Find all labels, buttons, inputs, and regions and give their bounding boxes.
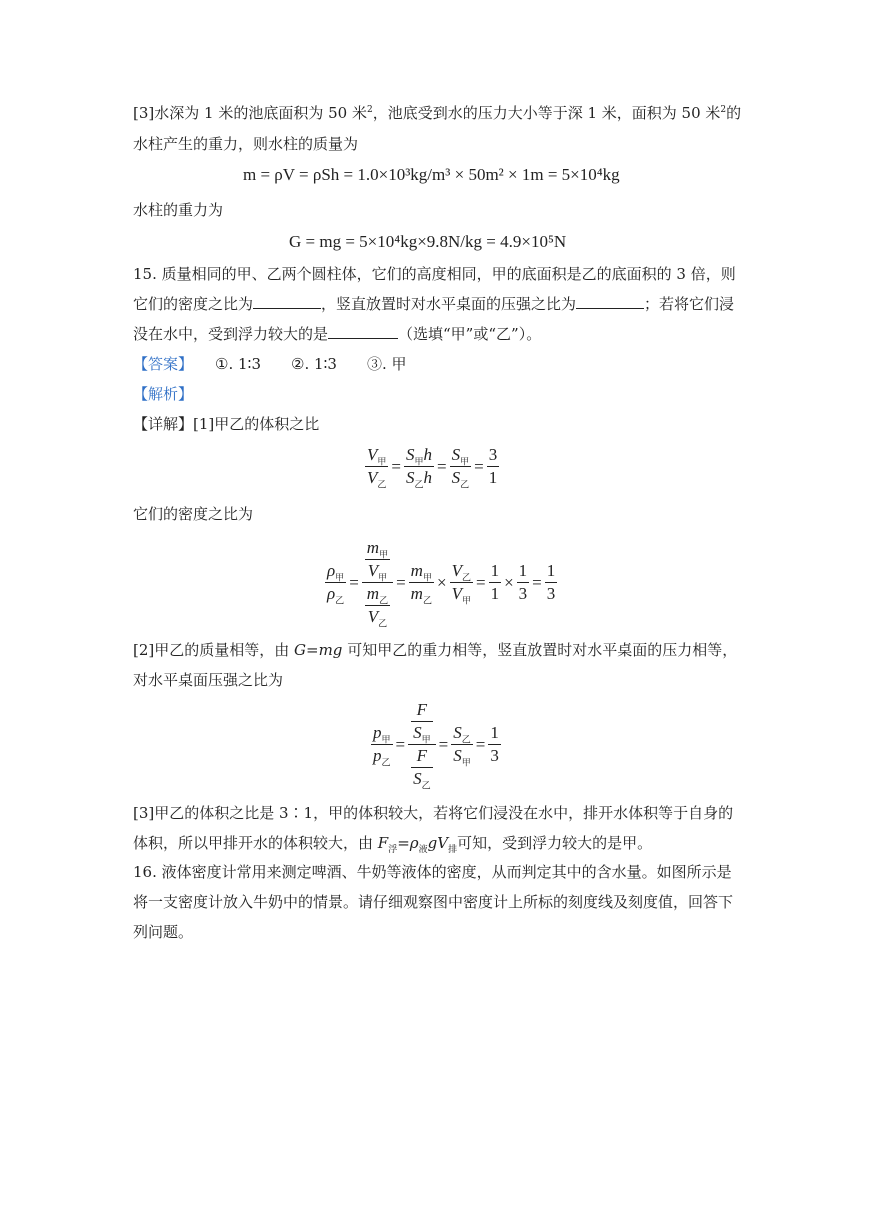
q16-line3: 列问题。 bbox=[133, 923, 194, 941]
detail-line: 【详解】[1]甲乙的体积之比 bbox=[133, 415, 320, 433]
answer-item-1: ①. 1∶3 bbox=[215, 355, 261, 373]
analysis-line bbox=[133, 384, 743, 405]
volume-ratio-equation: $\frac{V_甲}{V_乙}$ = $\frac{S_甲h}{S_乙h}$ = $\frac{S_甲}{S_乙}$ = $\frac{3}{1}$ bbox=[367, 445, 498, 490]
answer-item-2: ②. 1∶3 bbox=[291, 355, 337, 373]
part3-explain-line2: 体积，所以甲排开水的体积较大，由 $F_浮=\rho_液gV_排$可知，受到浮力较大的是甲。 bbox=[133, 834, 653, 855]
part3-intro-line1: [3]水深为 1 米的池底面积为 50 米$^2$，池底受到水的压力大小等于深 1 米，面积为 50 米$^2$的 bbox=[133, 104, 742, 122]
q15-line3: 没在水中，受到浮力较大的是 （选填“甲”或“乙”）。 bbox=[133, 325, 542, 343]
density-ratio-equation: $\frac{\rho_甲}{\rho_乙}$ = $\frac{\frac{m_甲}{V_甲}}{\frac{m_乙}{V_乙}}$ = $\frac{m_甲}{m_乙}$ × $\frac{V_乙}{V_甲}$ = $\frac{1}{1}$ × $\frac{1}{3}$ = $\frac{1}{3}$ bbox=[327, 538, 556, 629]
answer-line bbox=[133, 354, 743, 375]
gravity-label: 水柱的重力为 bbox=[133, 201, 224, 219]
density-ratio-label: 它们的密度之比为 bbox=[133, 505, 254, 523]
q15-line2: 它们的密度之比为 ，竖直放置时对水平桌面的压强之比为 ；若将它们浸 bbox=[133, 295, 735, 313]
q16-line1: 16. 液体密度计常用来测定啤酒、牛奶等液体的密度，从而判定其中的含水量。如图所示是 bbox=[133, 863, 732, 881]
part2-line1: [2]甲乙的质量相等，由 G=mg 可知甲乙的重力相等，竖直放置时对水平桌面的压力相等， bbox=[133, 641, 738, 659]
part3-explain-line1: [3]甲乙的体积之比是 3∶1，甲的体积较大，若将它们浸没在水中，排开水体积等于自身的 bbox=[133, 804, 734, 822]
answer-item-3: ③. 甲 bbox=[366, 355, 407, 373]
answer-blank-2 bbox=[576, 294, 644, 309]
analysis-tag: 【解析】 bbox=[133, 385, 194, 403]
answer-tag: 【答案】 bbox=[133, 355, 194, 373]
part3-intro-line2: 水柱产生的重力，则水柱的质量为 bbox=[133, 135, 359, 153]
answer-blank-1 bbox=[253, 294, 321, 309]
pressure-ratio-equation: $\frac{p_甲}{p_乙}$ = $\frac{\frac{F}{S_甲}}{\frac{F}{S_乙}}$ = $\frac{S_乙}{S_甲}$ = $\frac{1}{3}$ bbox=[373, 700, 499, 791]
detail-tag: 【详解】 bbox=[133, 415, 194, 433]
answer-blank-3 bbox=[328, 324, 398, 339]
q16-line2: 将一支密度计放入牛奶中的情景。请仔细观察图中密度计上所标的刻度线及刻度值，回答下 bbox=[133, 893, 734, 911]
part2-line2: 对水平桌面压强之比为 bbox=[133, 671, 284, 689]
gravity-equation: G = mg = 5×10⁴kg×9.8N/kg = 4.9×10⁵N bbox=[289, 232, 567, 251]
mass-equation: m = ρV = ρSh = 1.0×10³kg/m³ × 50m² × 1m = 5×10⁴kg bbox=[243, 165, 620, 184]
q15-line1: 15. 质量相同的甲、乙两个圆柱体，它们的高度相同，甲的底面积是乙的底面积的 3 倍，则 bbox=[133, 265, 736, 283]
